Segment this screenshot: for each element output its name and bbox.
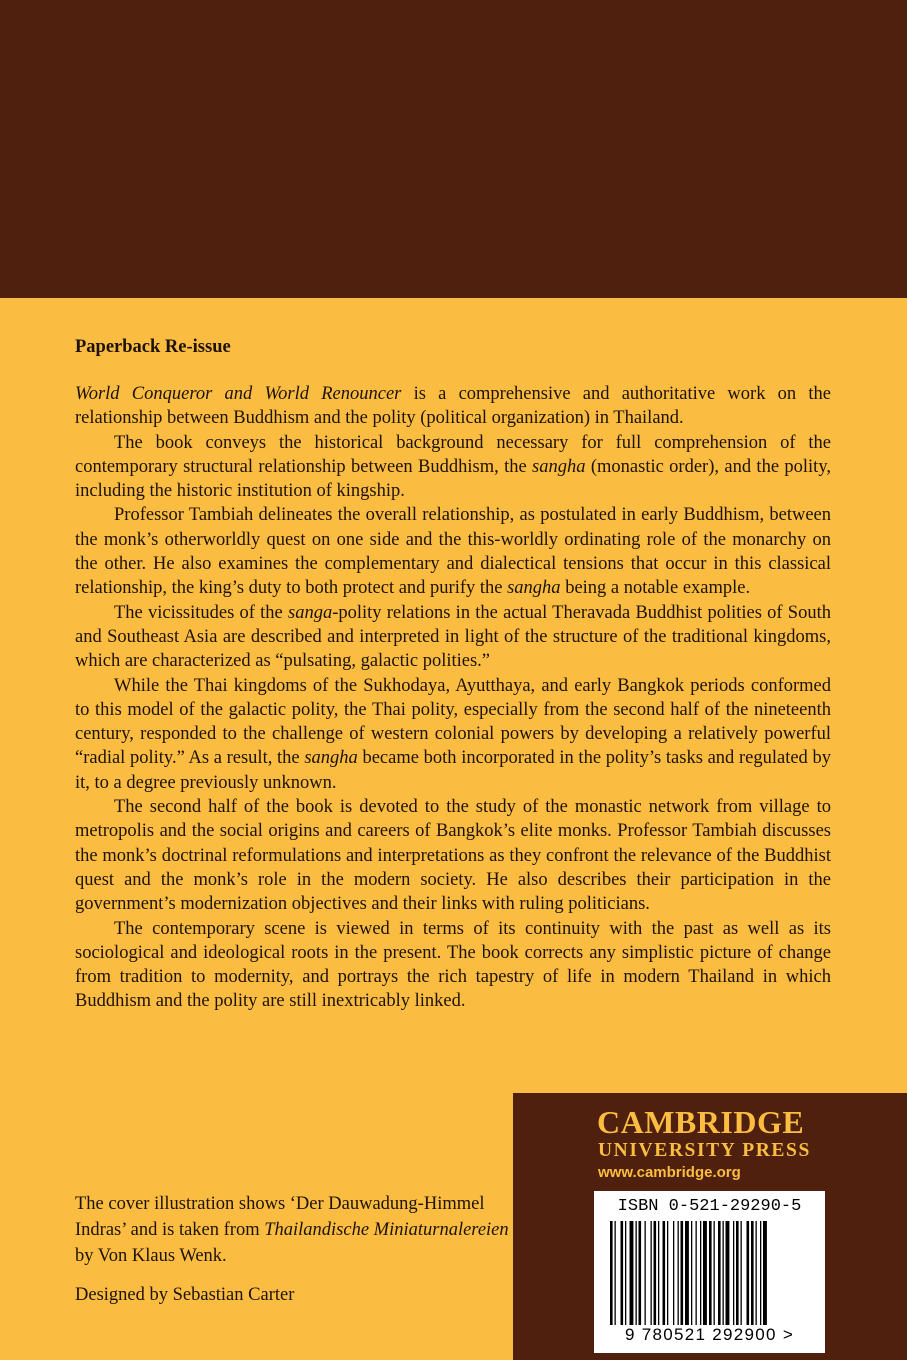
barcode-bar (763, 1221, 767, 1325)
barcode-bar (667, 1221, 668, 1325)
barcode-bar (610, 1221, 613, 1325)
barcode-bar (673, 1221, 674, 1325)
barcode-bar (760, 1221, 761, 1325)
barcode-bar (663, 1221, 666, 1325)
barcode-bar (696, 1221, 697, 1325)
barcode-bar (756, 1221, 757, 1325)
barcode-bar (621, 1221, 624, 1325)
blurb-paragraph: The second half of the book is devoted to the study of the monastic network from village to metropolis and the social origins and careers of Bangkok’s elite monks. Professor Tambiah discusses the monk’s doctrinal reformulations and interpretations as they confront the relevance of the Buddhist quest and the monk’s role in the modern society. He also describes their participation in the government’s modernization objectives and their links with ruling politicians. (75, 797, 831, 915)
barcode-bar (751, 1221, 754, 1325)
cover-illustration-credit: The cover illustration shows ‘Der Dauwadung-Himmel Indras’ and is taken from Thailandische Miniaturnalereien by Von Klaus Wenk. (75, 1194, 509, 1266)
barcode-bar (625, 1221, 626, 1325)
barcode-bar (703, 1221, 707, 1325)
publisher-url: www.cambridge.org (598, 1164, 741, 1181)
source-title: Thailandische Miniaturnalereien (264, 1220, 509, 1240)
barcode-bar (726, 1221, 730, 1325)
page-heading: Paperback Re-issue (75, 337, 231, 357)
isbn-label: ISBN 0-521-29290-5 (617, 1197, 802, 1216)
barcode-bar (700, 1221, 701, 1325)
blurb-content (75, 334, 831, 1014)
publisher-box (513, 1093, 907, 1360)
barcode-bar (691, 1221, 692, 1325)
barcode-bar (709, 1221, 712, 1325)
top-color-band (0, 0, 907, 298)
barcode-bar (747, 1221, 750, 1325)
barcode-bar (736, 1221, 739, 1325)
book-title: World Conqueror and World Renouncer (75, 384, 402, 404)
barcode-bar (723, 1221, 724, 1325)
barcode-bar (718, 1221, 721, 1325)
blurb-paragraph: The vicissitudes of the sanga-polity relations in the actual Theravada Buddhist polities of South and Southeast Asia are described and interpreted in light of the structure of the traditional kingdoms, which are characterized as “pulsating, galactic polities.” (75, 602, 831, 672)
barcode-bar (639, 1221, 642, 1325)
designer-credit: Designed by Sebastian Carter (75, 1285, 295, 1305)
barcode-bar (630, 1221, 634, 1325)
barcode-bar (741, 1221, 742, 1325)
blurb-paragraph: The book conveys the historical background necessary for full comprehension of the contemporary structural relationship between Buddhism, the sangha (monastic order), and the polity, including the historic institution of kingship. (75, 432, 831, 502)
barcode-bar (654, 1221, 657, 1325)
barcode-digits: 9 780521 292900 > (624, 1325, 795, 1344)
barcode-bar (658, 1221, 659, 1325)
barcode-bar (651, 1221, 652, 1325)
barcode-bar (685, 1221, 689, 1325)
barcode-bar (615, 1221, 616, 1325)
barcode-bar (645, 1221, 646, 1325)
barcode-bar (678, 1221, 679, 1325)
blurb-paragraph: The contemporary scene is viewed in terms of its continuity with the past as well as its sociological and ideological roots in the present. The book corrects any simplistic picture of change from tradition to modernity, and portrays the rich tapestry of life in modern Thailand in which Buddhism and the polity are still inextricably linked. (75, 918, 831, 1012)
isbn-panel (594, 1191, 825, 1353)
blurb-paragraph: Professor Tambiah delineates the overall relationship, as postulated in early Buddhism, between the monk’s otherworldly quest on one side and the this-worldly ordinating role of the monarchy on the other. He also examines the complementary and dialectical tensions that occur in this classical relationship, the king’s duty to both protect and purify the sangha being a notable example. (75, 505, 831, 599)
blurb-paragraph: World Conqueror and World Renouncer is a comprehensive and authoritative work on the relationship between Buddhism and the polity (political organization) in Thailand. (75, 384, 831, 429)
barcode-bar (733, 1221, 734, 1325)
publisher-subtitle: UNIVERSITY PRESS (598, 1140, 811, 1161)
barcode-icon (610, 1221, 810, 1325)
publisher-name: CAMBRIDGE (597, 1104, 805, 1140)
barcode-bar (681, 1221, 684, 1325)
barcode-bar (714, 1221, 715, 1325)
barcode-bar (636, 1221, 637, 1325)
blurb-paragraph: While the Thai kingdoms of the Sukhodaya, Ayutthaya, and early Bangkok periods conformed to this model of the galactic polity, the Thai polity, especially from the second half of the nineteenth century, responded to the challenge of western colonial powers by developing a relatively powerful “radial polity.” As a result, the sangha became both incorporated in the polity’s tasks and regulated by it, to a degree previously unknown. (75, 675, 831, 793)
